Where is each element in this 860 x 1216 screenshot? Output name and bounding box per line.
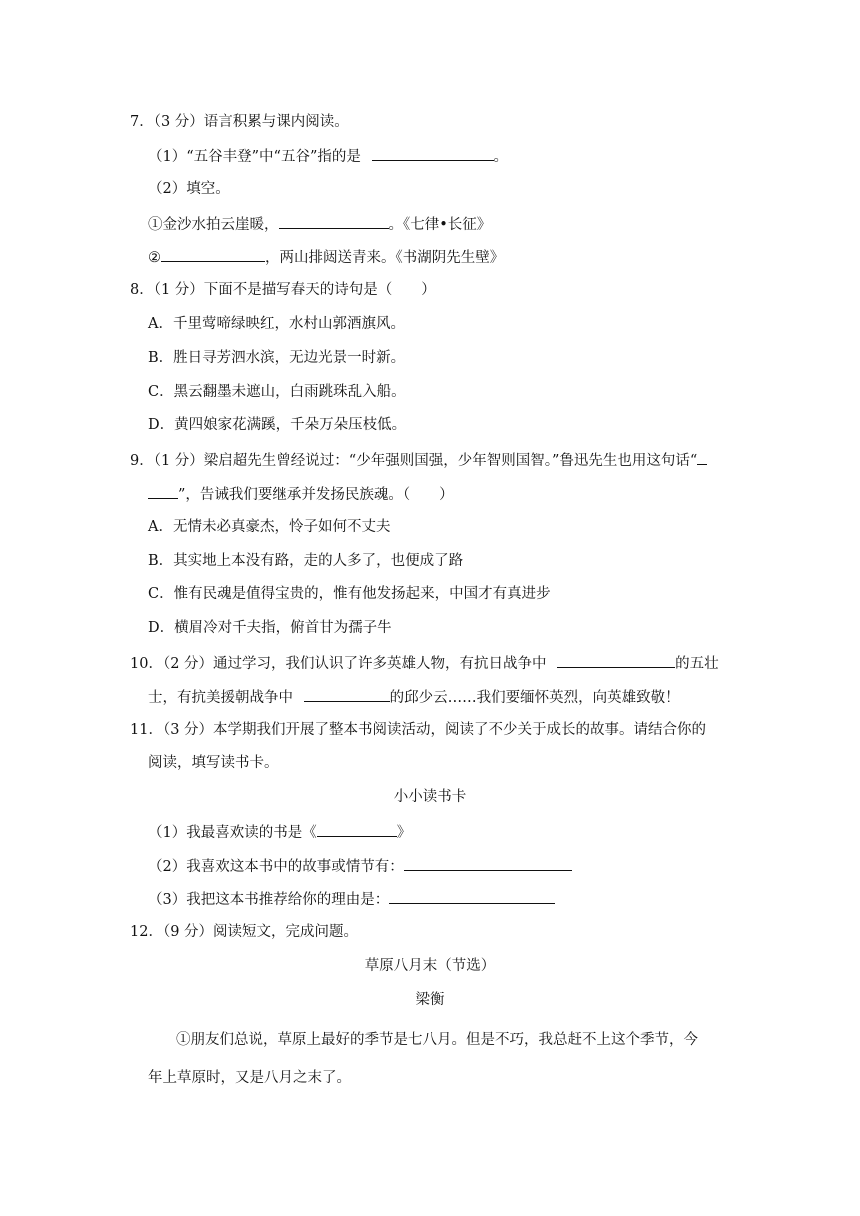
q11-item1-text: （1）我最喜欢读的书是《 — [148, 825, 317, 841]
answer-blank[interactable] — [372, 145, 494, 161]
q10-line1 — [130, 652, 719, 674]
q7-line1 — [148, 213, 491, 235]
q11-item2-text: （2）我喜欢这本书中的故事或情节有： — [148, 859, 404, 875]
passage-title: 草原八月末（节选） — [364, 958, 496, 974]
passage-paragraph-1-line2: 年上草原时，又是八月之末了。 — [148, 1070, 351, 1086]
q8-option-b[interactable]: B．胜日寻芳泗水滨，无边光景一时新。 — [148, 350, 406, 366]
q10-text-a: 10．（2 分）通过学习，我们认识了许多英雄人物，有抗日战争中 — [130, 656, 547, 672]
q10-text-d: 的邱少云……我们要缅怀英烈，向英雄致敬！ — [389, 690, 680, 706]
q8-option-d[interactable]: D．黄四娘家花满蹊，千朵万朵压枝低。 — [148, 417, 407, 433]
q7-line1-source: 。《七律•长征》 — [388, 217, 492, 233]
q8-option-c[interactable]: C．黑云翻墨未遮山，白雨跳珠乱入船。 — [148, 384, 406, 400]
q8-heading: 8．（1 分）下面不是描写春天的诗句是（ ） — [130, 282, 436, 298]
q10-text-c: 士，有抗美援朝战争中 — [148, 690, 293, 706]
q7-line2-num: ② — [148, 250, 161, 266]
q11-item1 — [148, 821, 411, 843]
q7-line1-text: ①金沙水拍云崖暖， — [148, 217, 279, 233]
q12-heading: 12．（9 分）阅读短文，完成问题。 — [130, 924, 359, 940]
q7-line2 — [148, 246, 504, 268]
q8-option-a[interactable]: A．千里莺啼绿映红，水村山郭酒旗风。 — [148, 316, 405, 332]
q9-option-d[interactable]: D．横眉冷对千夫指，俯首甘为孺子牛 — [148, 620, 392, 636]
passage-paragraph-1-line1: ①朋友们总说，草原上最好的季节是七八月。但是不巧，我总赶不上这个季节，今 — [176, 1032, 698, 1048]
q9-heading-end: ”，告诫我们要继承并发扬民族魂。（ ） — [178, 487, 454, 503]
answer-blank[interactable] — [697, 449, 707, 465]
q7-line2-text: ，两山排闼送青来。《书湖阴先生壁》 — [265, 250, 505, 266]
q9-heading-text: 9．（1 分）梁启超先生曾经说过：“少年强则国强，少年智则国智。”鲁迅先生也用这句话“ — [130, 453, 698, 469]
answer-blank[interactable] — [557, 652, 675, 668]
q9-option-b[interactable]: B．其实地上本没有路，走的人多了，也便成了路 — [148, 553, 464, 569]
answer-blank[interactable] — [279, 213, 389, 229]
q7-part1 — [148, 145, 508, 167]
q11-heading-line2: 阅读，填写读书卡。 — [148, 755, 279, 771]
answer-blank[interactable] — [317, 821, 397, 837]
q10-text-b: 的五壮 — [675, 656, 719, 672]
q7-part2: （2）填空。 — [148, 181, 230, 197]
q11-item3-text: （3）我把这本书推荐给你的理由是： — [148, 892, 390, 908]
q10-line2 — [148, 686, 680, 708]
passage-author: 梁衡 — [415, 992, 445, 1008]
answer-blank[interactable] — [148, 483, 178, 499]
q9-heading-line2 — [148, 483, 454, 505]
reading-card-title: 小小读书卡 — [393, 789, 467, 805]
q11-item2 — [148, 855, 572, 877]
q9-option-c[interactable]: C．惟有民魂是值得宝贵的，惟有他发扬起来，中国才有真进步 — [148, 586, 551, 602]
q11-item1-end: 》 — [396, 825, 412, 841]
q7-part1-text: （1）“五谷丰登”中“五谷”指的是 — [148, 149, 361, 165]
answer-blank[interactable] — [161, 246, 265, 262]
q11-heading-line1: 11．（3 分）本学期我们开展了整本书阅读活动，阅读了不少关于成长的故事。请结合你的 — [130, 722, 707, 738]
answer-blank[interactable] — [389, 888, 555, 904]
q9-heading-line1 — [130, 449, 707, 471]
q9-option-a[interactable]: A．无情未必真豪杰，怜子如何不丈夫 — [148, 519, 391, 535]
answer-blank[interactable] — [404, 855, 572, 871]
q11-item3 — [148, 888, 555, 910]
q7-part1-end: 。 — [493, 149, 508, 165]
q7-heading: 7．（3 分）语言积累与课内阅读。 — [130, 114, 349, 130]
answer-blank[interactable] — [304, 686, 390, 702]
